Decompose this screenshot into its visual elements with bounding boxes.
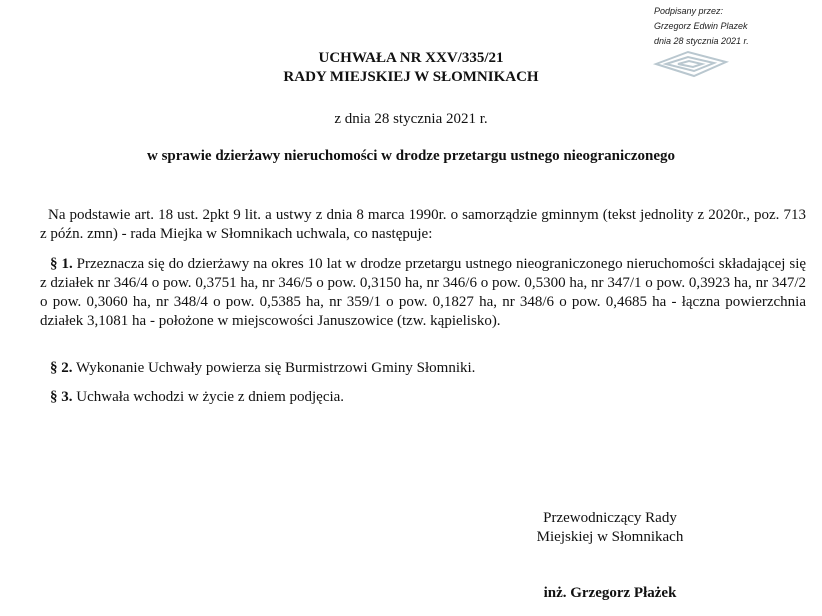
paragraph-3-text: Uchwała wchodzi w życie z dniem podjęcia.	[76, 389, 345, 405]
paragraph-1	[40, 255, 806, 331]
chairman-line-2: Miejskiej w Słomnikach	[536, 529, 684, 545]
signed-by-label: Podpisany przez:	[654, 6, 724, 16]
paragraph-3	[40, 388, 816, 407]
paragraph-1-number: § 1.	[50, 256, 73, 272]
paragraph-2	[40, 359, 816, 378]
title-line-1: UCHWAŁA NR XXV/335/21	[318, 50, 504, 66]
document-title	[0, 49, 822, 87]
paragraph-2-text: Wykonanie Uchwały powierza się Burmistrzowi Gminy Słomniki.	[75, 360, 476, 376]
chairman-line-1: Przewodniczący Rady	[543, 510, 677, 526]
document-subject: w sprawie dzierżawy nieruchomości w drodze przetargu ustnego nieograniczonego	[147, 148, 675, 164]
paragraph-2-number: § 2.	[50, 360, 73, 376]
intro-paragraph: Na podstawie art. 18 ust. 2pkt 9 lit. a ustwy z dnia 8 marca 1990r. o samorządzie gminnym (tekst jednolity z 2020r., poz. 713 z późn. zmn) - rada Miejka w Słomnikach uchwala, co następuje:	[40, 207, 806, 242]
signer-name: Grzegorz Edwin Plazek	[654, 21, 748, 31]
signature-date: dnia 28 stycznia 2021 r.	[654, 36, 749, 46]
title-line-2: RADY MIEJSKIEJ W SŁOMNIKACH	[283, 69, 539, 85]
electronic-signature-block	[648, 4, 818, 49]
paragraph-3-number: § 3.	[50, 389, 73, 405]
paragraph-1-text: Przeznacza się do dzierżawy na okres 10 lat w drodze przetargu ustnego nieograniczonego nieruchomości składającej się z działek nr 346/4 o pow. 0,3751 ha, nr 346/5 o pow. 0,3150 ha, nr 346/6 o pow. 0,5300 ha, nr 347/1 o pow. 0,3923 ha, nr 347/2 o pow. 0,3060 ha, nr 348/4 o pow. 0,5385 ha, nr 359/1 o pow. 0,1827 ha, nr 348/6 o pow. 0,4685 ha - łączna powierzchnia działek 3,1081 ha - położone w miejscowości Januszowice (tzw. kąpielisko).	[40, 256, 807, 329]
chairman-name: inż. Grzegorz Płażek	[543, 585, 677, 601]
chairman-title	[500, 509, 720, 547]
document-date: z dnia 28 stycznia 2021 r.	[334, 111, 488, 127]
